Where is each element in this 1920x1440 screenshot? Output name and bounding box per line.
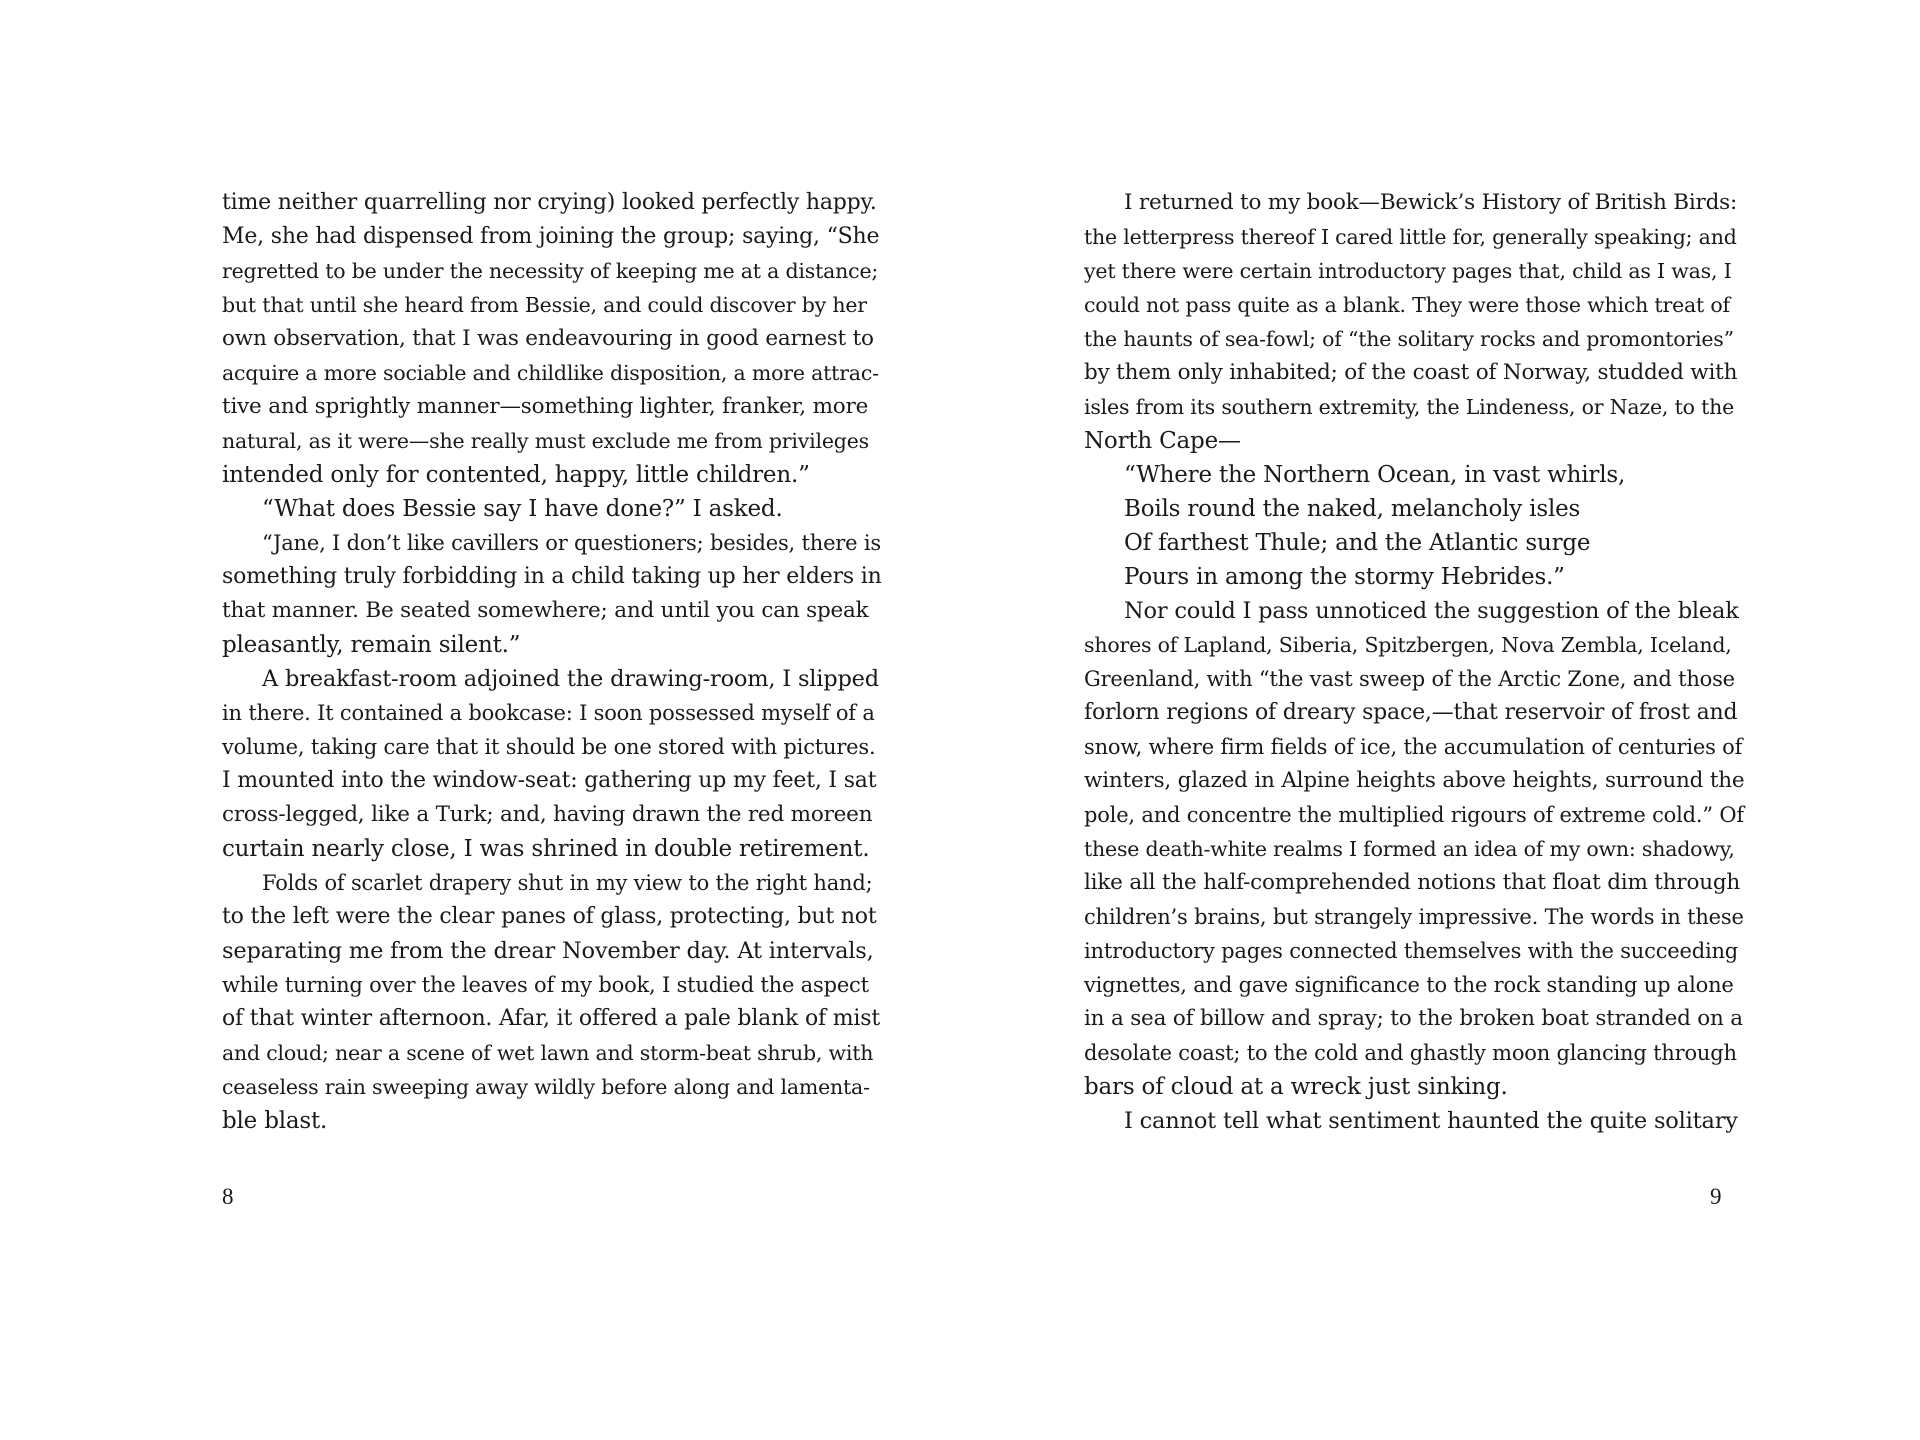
text-line: pole, and concentre the multiplied rigours of extreme cold.” Of	[1084, 803, 1744, 827]
text-line: bars of cloud at a wreck just sinking.	[1084, 1074, 1508, 1100]
text-line: natural, as it were—she really must exclude me from privileges	[222, 429, 869, 453]
text-line: time neither quarrelling nor crying) looked perfectly happy.	[222, 190, 877, 215]
text-line: “Jane, I don’t like cavillers or questioners; besides, there is	[262, 531, 881, 555]
text-line: curtain nearly close, I was shrined in double retirement.	[222, 836, 870, 862]
left-page-text	[222, 186, 882, 1138]
text-line: children’s brains, but strangely impressive. The words in these	[1084, 905, 1744, 929]
text-line: tive and sprightly manner—something lighter, franker, more	[222, 394, 869, 419]
text-line: separating me from the drear November day. At intervals,	[222, 938, 874, 964]
text-line: forlorn regions of dreary space,—that reservoir of frost and	[1084, 700, 1738, 725]
text-line: to the left were the clear panes of glass, protecting, but not	[222, 904, 877, 929]
text-line: shores of Lapland, Siberia, Spitzbergen, Nova Zembla, Iceland,	[1084, 633, 1732, 657]
text-line: in there. It contained a bookcase: I soon possessed myself of a	[222, 701, 875, 725]
text-line: ble blast.	[222, 1108, 328, 1134]
text-line: and cloud; near a scene of wet lawn and storm-beat shrub, with	[222, 1041, 874, 1065]
text-line: desolate coast; to the cold and ghastly moon glancing through	[1084, 1041, 1737, 1065]
text-line: something truly forbidding in a child taking up her elders in	[222, 564, 882, 589]
text-line: I returned to my book—Bewick’s History of British Birds:	[1124, 190, 1738, 215]
text-line: by them only inhabited; of the coast of Norway, studded with	[1084, 360, 1738, 385]
text-line: regretted to be under the necessity of keeping me at a distance;	[222, 259, 879, 283]
text-line: but that until she heard from Bessie, and could discover by her	[222, 293, 867, 317]
text-line: the letterpress thereof I cared little for, generally speaking; and	[1084, 225, 1737, 249]
text-line: Boils round the naked, melancholy isles	[1124, 496, 1581, 522]
text-line: yet there were certain introductory pages that, child as I was, I	[1084, 259, 1732, 283]
right-page-text	[1084, 186, 1744, 1138]
text-line: Greenland, with “the vast sweep of the Arctic Zone, and those	[1084, 667, 1735, 691]
text-line: I mounted into the window-seat: gathering up my feet, I sat	[222, 768, 877, 793]
text-line: own observation, that I was endeavouring in good earnest to	[222, 326, 874, 351]
text-line: North Cape—	[1084, 428, 1241, 454]
text-line: intended only for contented, happy, little children.”	[222, 462, 810, 488]
text-line: I cannot tell what sentiment haunted the quite solitary	[1124, 1108, 1738, 1134]
text-line: introductory pages connected themselves with the succeeding	[1084, 939, 1739, 963]
page-number-left: 8	[222, 1184, 234, 1209]
text-line: isles from its southern extremity, the Lindeness, or Naze, to the	[1084, 395, 1735, 419]
text-line: while turning over the leaves of my book, I studied the aspect	[222, 973, 869, 997]
text-line: in a sea of billow and spray; to the broken boat stranded on a	[1084, 1006, 1743, 1031]
text-line: snow, where firm fields of ice, the accumulation of centuries of	[1084, 735, 1743, 759]
text-line: Me, she had dispensed from joining the group; saying, “She	[222, 224, 880, 249]
text-line: Nor could I pass unnoticed the suggestion of the bleak	[1124, 598, 1739, 624]
text-line: winters, glazed in Alpine heights above heights, surround the	[1084, 768, 1745, 793]
text-line: volume, taking care that it should be one stored with pictures.	[222, 735, 876, 759]
text-line: A breakfast-room adjoined the drawing-room, I slipped	[262, 666, 880, 692]
page-number-right: 9	[1710, 1184, 1722, 1209]
text-line: “What does Bessie say I have done?” I asked.	[262, 496, 783, 522]
text-line: these death-white realms I formed an idea of my own: shadowy,	[1084, 837, 1735, 861]
text-line: vignettes, and gave significance to the rock standing up alone	[1084, 973, 1734, 997]
text-line: “Where the Northern Ocean, in vast whirls,	[1124, 462, 1626, 488]
text-line: acquire a more sociable and childlike disposition, a more attrac-	[222, 361, 879, 385]
text-line: ceaseless rain sweeping away wildly before along and lamenta-	[222, 1075, 870, 1099]
text-line: Of farthest Thule; and the Atlantic surge	[1124, 530, 1591, 556]
text-line: cross-legged, like a Turk; and, having drawn the red moreen	[222, 802, 873, 827]
text-line: could not pass quite as a blank. They were those which treat of	[1084, 293, 1730, 317]
text-line: Pours in among the stormy Hebrides.”	[1124, 564, 1565, 590]
text-line: that manner. Be seated somewhere; and until you can speak	[222, 598, 869, 623]
text-line: Folds of scarlet drapery shut in my view to the right hand;	[262, 871, 873, 895]
text-line: pleasantly, remain silent.”	[222, 632, 521, 658]
text-line: like all the half-comprehended notions that float dim through	[1084, 870, 1741, 895]
text-line: of that winter afternoon. Afar, it offered a pale blank of mist	[222, 1006, 880, 1031]
text-line: the haunts of sea-fowl; of “the solitary rocks and promontories”	[1084, 327, 1734, 351]
